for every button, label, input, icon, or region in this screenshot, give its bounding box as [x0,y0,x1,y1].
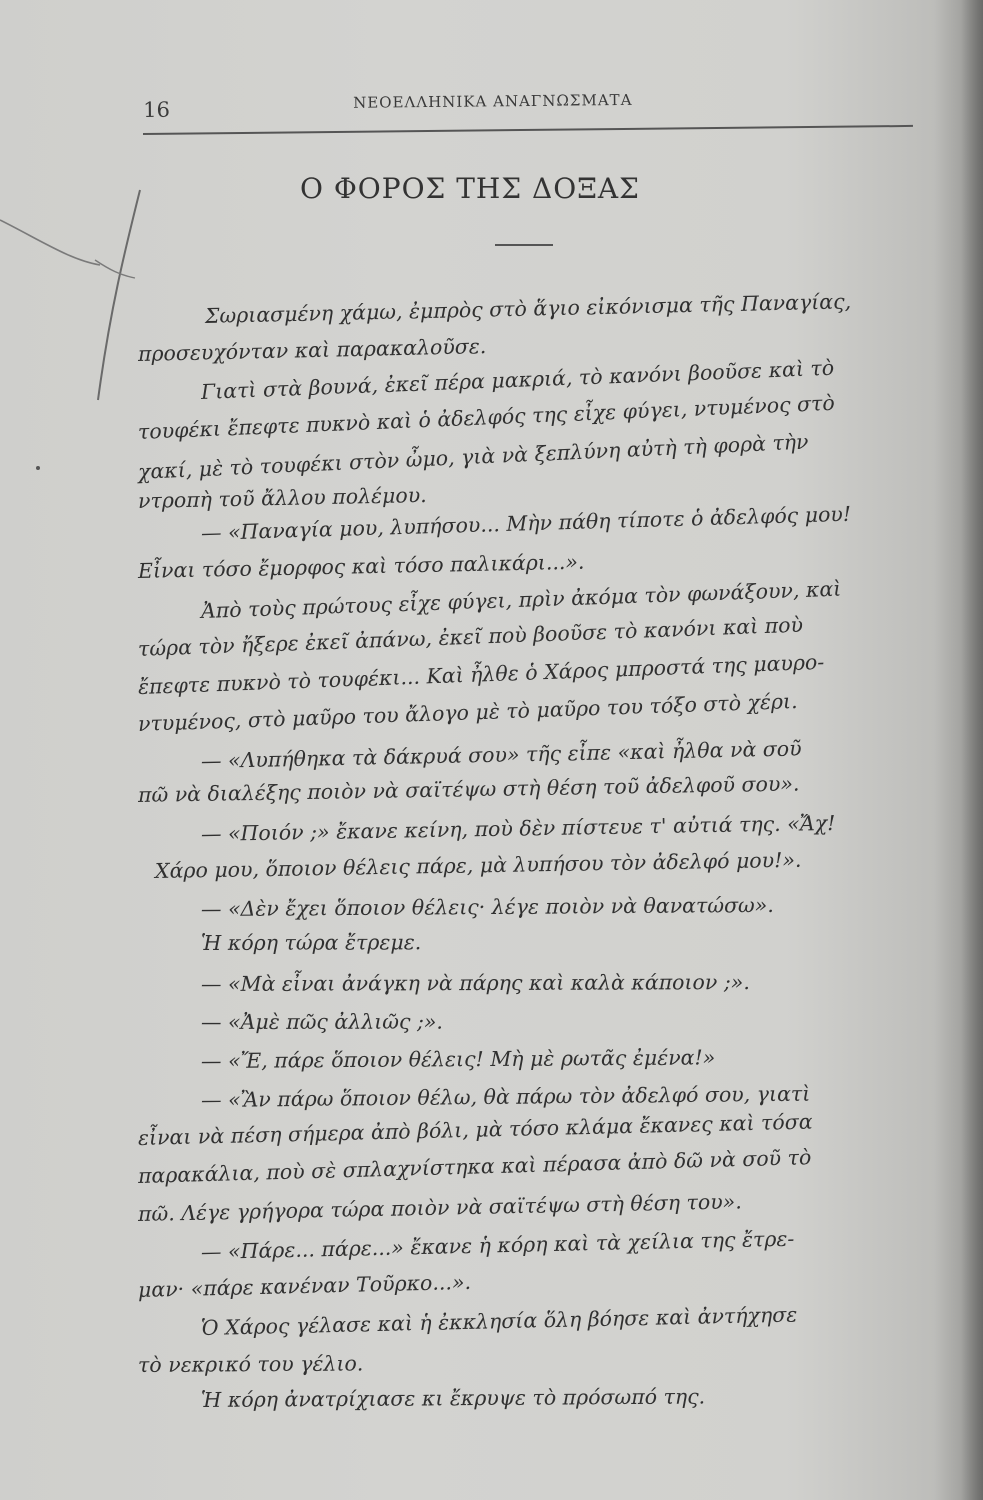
text-line: — «Ἂν πάρω ὅποιον θέλω, θὰ πάρω τὸν ἀδελφό σου, γιατὶ [200,1081,811,1112]
page-number: 16 [143,97,171,122]
text-line: — «Παναγία μου, λυπήσου... Μὴν πάθη τίποτε ὁ ἀδελφός μου! [200,501,852,545]
margin-dot [36,466,40,470]
text-line: — «Μὰ εἶναι ἀνάγκη νὰ πάρης καὶ καλὰ κάποιον ;». [200,970,750,996]
text-line: Σωριασμένη χάμω, ἐμπρὸς στὸ ἅγιο εἰκόνισμα τῆς Παναγίας, [204,289,852,328]
text-line: ντυμένος, στὸ μαῦρο του ἄλογο μὲ τὸ μαῦρο του τόξο στὸ χέρι. [137,688,798,736]
text-line: Εἶναι τόσο ἔμορφος καὶ τόσο παλικάρι...». [137,549,585,583]
text-line: Ἡ κόρη τώρα ἔτρεμε. [200,930,422,955]
text-line: ντροπὴ τοῦ ἄλλου πολέμου. [137,482,427,513]
text-line: χακί, μὲ τὸ τουφέκι στὸν ὦμο, γιὰ νὰ ξεπλύνη αὐτὴ τὴ φορὰ τὴν [137,429,809,484]
text-line: Γιατὶ στὰ βουνά, ἐκεῖ πέρα μακριά, τὸ κανόνι βοοῦσε καὶ τὸ [200,355,835,404]
text-line: προσευχόνταν καὶ παρακαλοῦσε. [137,334,487,366]
text-line: Ἡ κόρη ἀνατρίχιασε κι ἔκρυψε τὸ πρόσωπό της. [200,1384,706,1412]
text-line: — «Δὲν ἔχει ὅποιον θέλεις· λέγε ποιὸν νὰ θανατώσω». [200,893,774,921]
text-line: Χάρο μου, ὅποιον θέλεις πάρε, μὰ λυπήσου τὸν ἀδελφό μου!». [154,847,802,883]
text-line: τώρα τὸν ἤξερε ἐκεῖ ἀπάνω, ἐκεῖ ποὺ βοοῦσε τὸ κανόνι καὶ ποὺ [137,612,804,661]
pencil-margin-mark [0,170,160,410]
running-head: ΝΕΟΕΛΛΗΝΙΚΑ ΑΝΑΓΝΩΣΜΑΤΑ [353,90,633,112]
text-line: ἔπεφτε πυκνὸ τὸ τουφέκι... Καὶ ἦλθε ὁ Χάρος μπροστά της μαυρο- [137,649,825,699]
text-line: παρακάλια, ποὺ σὲ σπλαχνίστηκα καὶ πέρασα ἀπὸ δῶ νὰ σοῦ τὸ [137,1145,812,1188]
text-line: τὸ νεκρικό του γέλιο. [137,1351,364,1377]
chapter-title: Ο ΦΟΡΟΣ ΤΗΣ ΔΟΞΑΣ [300,172,640,205]
text-line: τουφέκι ἔπεφτε πυκνὸ καὶ ὁ ἀδελφός της εἶχε φύγει, ντυμένος στὸ [137,390,836,444]
text-line: — «Ἀμὲ πῶς ἀλλιῶς ;». [200,1009,443,1034]
text-line: πῶ νὰ διαλέξης ποιὸν νὰ σαϊτέψω στὴ θέση τοῦ ἀδελφοῦ σου». [137,771,800,807]
page-spine-shadow [961,0,983,1500]
text-line: Ὁ Χάρος γέλασε καὶ ἡ ἐκκλησία ὅλη βόησε καὶ ἀντήχησε [200,1302,798,1340]
text-line: μαν· «πάρε κανέναν Τοῦρκο...». [137,1269,472,1302]
text-line: — «Λυπήθηκα τὰ δάκρυά σου» τῆς εἶπε «καὶ ἦλθα νὰ σοῦ [200,736,802,773]
text-line: — «Πάρε... πάρε...» ἔκανε ἡ κόρη καὶ τὰ χείλια της ἔτρε- [200,1226,795,1264]
text-line: — «Ποιόν ;» ἔκανε κείνη, ποὺ δὲν πίστευε τ' αὐτιά της. «Ἄχ! [200,810,836,846]
title-rule [495,244,553,246]
text-line: — «Ἔ, πάρε ὅποιον θέλεις! Μὴ μὲ ρωτᾶς ἐμένα!» [200,1045,716,1073]
page-header [143,80,913,128]
text-line: Ἀπὸ τοὺς πρώτους εἶχε φύγει, πρὶν ἀκόμα τὸν φωνάξουν, καὶ [200,576,842,623]
text-line: πῶ. Λέγε γρήγορα τώρα ποιὸν νὰ σαϊτέψω στὴ θέση του». [137,1189,742,1226]
text-line: εἶναι νὰ πέση σήμερα ἀπὸ βόλι, μὰ τόσο κλάμα ἔκανες καὶ τόσα [137,1109,813,1150]
